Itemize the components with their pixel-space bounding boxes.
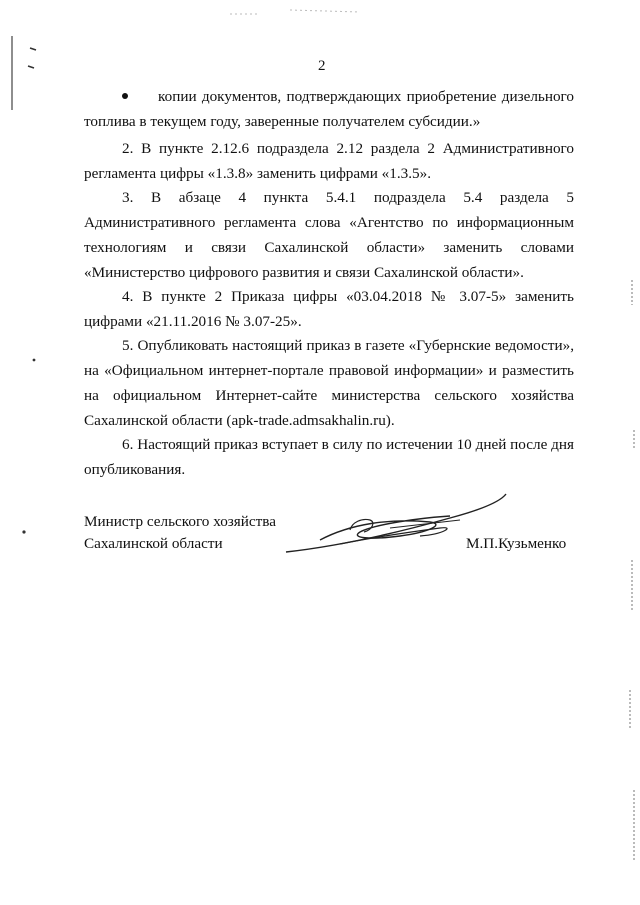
signatory-position [84,511,276,555]
signatory-position-line1: Министр сельского хозяйства [84,513,277,530]
paragraph-2: 2. В пункте 2.12.6 подраздела 2.12 раздела 2 Административного регламента цифры «1.3.8» заменить цифрами «1.3.5». [84,140,574,182]
paragraph-3: 3. В абзаце 4 пункта 5.4.1 подраздела 5.4 раздела 5 Административного регламента слова «Агентство по информационным технологиям и связи Сахалинской области» заменить словами «Министерство цифрового развития и связи Сахалинской области». [84,189,574,281]
scan-header-noise [220,0,390,22]
scan-edge-mark-left [8,30,38,370]
scan-edge-mark-right [620,260,640,900]
paragraph-5: 5. Опубликовать настоящий приказ в газете «Губернские ведомости», на «Официальном интернет-портале правовой информации» и разместить на официальном Интернет-сайте министерства сельского хозяйства Сахалинской области (apk-trade.admsakhalin.ru). [84,337,574,429]
scan-dot [20,528,28,536]
bullet-item: копии документов, подтверждающих приобретение дизельного топлива в текущем году, заверенные получателем субсидии.» [84,88,574,130]
page-number: 2 [318,58,326,74]
paragraph-4: 4. В пункте 2 Приказа цифры «03.04.2018 № 3.07-5» заменить цифрами «21.11.2016 № 3.07-25». [84,288,574,330]
signatory-name: М.П.Кузьменко [466,535,567,552]
paragraph-6: 6. Настоящий приказ вступает в силу по истечении 10 дней после дня опубликования. [84,436,574,478]
signatory-position-line2: Сахалинской области [84,535,223,552]
handwritten-signature [280,488,510,568]
